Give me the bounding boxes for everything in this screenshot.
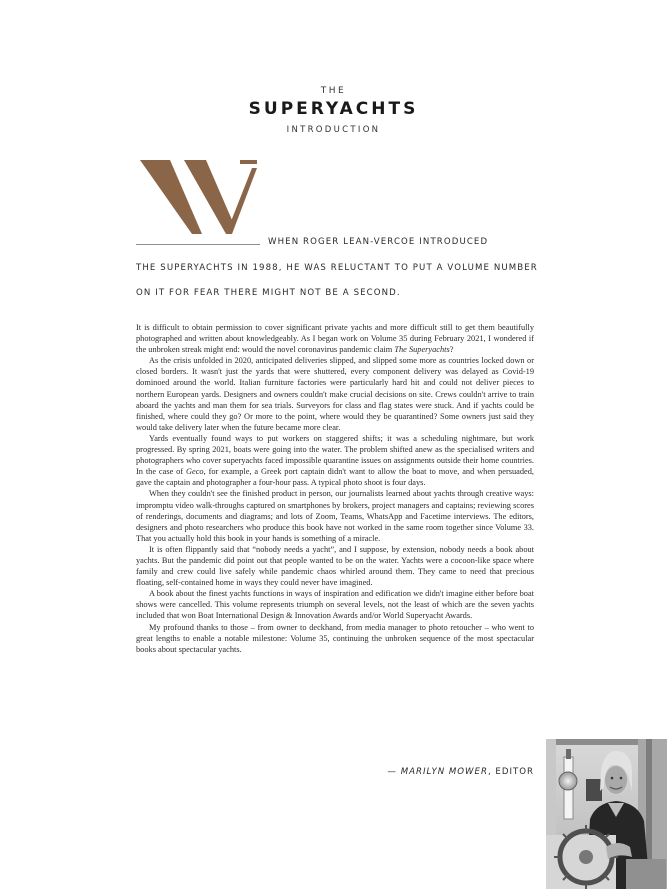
editor-portrait-photo	[546, 739, 667, 889]
lead-line-1: WHEN ROGER LEAN-VERCOE INTRODUCED	[268, 237, 489, 247]
body-text	[136, 322, 534, 655]
signature: — MARILYN MOWER, EDITOR	[387, 767, 534, 777]
paragraph-5: It is often flippantly said that “nobody needs a yacht”, and I suppose, by extension, nobody needs a book about yachts. But the pandemic did point out that people wanted to be on the water. Yachts were a cocoon-like space where family and crew could live safely while pandemic chaos whirled around them. They came to need that precious floating, self-contained home in ways they could never have imagined.	[136, 544, 534, 588]
dropcap-letter	[140, 158, 258, 236]
section-label: INTRODUCTION	[286, 125, 381, 135]
header-kicker: THE	[320, 86, 347, 96]
lead-line-2: THE SUPERYACHTS IN 1988, HE WAS RELUCTANT TO PUT A VOLUME NUMBER	[136, 263, 538, 273]
lead-line-3: ON IT FOR FEAR THERE MIGHT NOT BE A SECOND.	[136, 288, 401, 298]
editor-portrait-image	[546, 739, 667, 889]
paragraph-6: A book about the finest yachts functions in ways of inspiration and edification we didn't imagine either before boat shows were cancelled. This volume represents triumph on several levels, not the least of which are the seven yachts included that won Boat International Design & Innovation Awards and/or World Superyacht Awards.	[136, 589, 534, 621]
lead-rule	[136, 244, 260, 245]
page-title: SUPERYACHTS	[248, 99, 419, 119]
dropcap-glyph	[140, 158, 258, 236]
paragraph-4: When they couldn't see the finished product in person, our journalists learned about yachts through creative ways: impromptu video walk-throughs captured on smartphones by brokers, project managers and captains; reviewing scores of renderings, documents and diagrams; and lots of Zoom, Teams, WhatsApp and Facetime interviews. The editors, designers and photo researchers who produce this book have not worked in the same room together since Volume 33. That you actually hold this book in your hands is something of a miracle.	[136, 489, 534, 543]
paragraph-2: As the crisis unfolded in 2020, anticipated deliveries slipped, and slipped some more as countries locked down or closed borders. It wasn't just the yards that were shuttered, every component delivery was delayed as Covid-19 dominoed around the world. Italian furniture factories were particularly hard hit and could not deliver pieces to northern European yards. Designers and owners couldn't make crucial decisions on site. Crews couldn't arrive to train aboard the yachts and man them for sea trials. Surveyors for class and flag states were stuck. And if yachts could be finished, where could they go? Or more to the point, where would they be quarantined? Some owners just said they would take delivery later when the future became more clear.	[136, 356, 534, 432]
paragraph-1: It is difficult to obtain permission to cover significant private yachts and more difficult still to get them beautifully photographed and written about knowledgeably. As I began work on Volume 35 during February 2021, I wondered if the unbroken streak might end: would the novel coronavirus pandemic claim The Superyachts?	[136, 323, 534, 355]
paragraph-3: Yards eventually found ways to put workers on staggered shifts; it was a scheduling nightmare, but work progressed. By spring 2021, boats were going into the water. The problem shifted anew as the specialised writers and photographers who cover superyachts faced impossible quarantine issues on assignments outside their home countries. In the case of Geco, for example, a Greek port captain didn't want to allow the boat to move, and when persuaded, gave the captain and photographer a four-hour pass. A typical photo shoot is four days.	[136, 433, 535, 488]
paragraph-7: My profound thanks to those – from owner to deckhand, from media manager to photo retoucher – who went to great lengths to enable a notable milestone: Volume 35, continuing the unbroken sequence of the most spectacular books about spectacular yachts.	[136, 622, 534, 654]
